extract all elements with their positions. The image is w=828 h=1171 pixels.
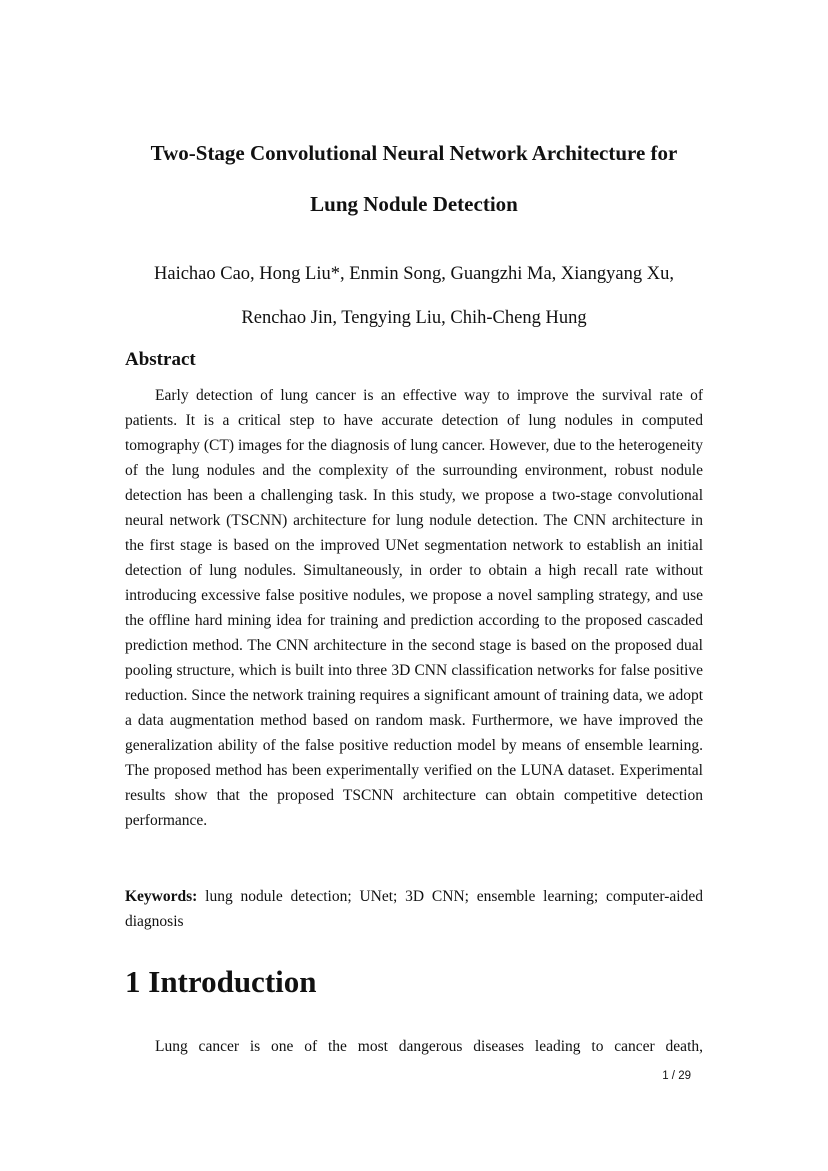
keywords-text: lung nodule detection; UNet; 3D CNN; ensemble learning; computer-aided diagnosis	[125, 888, 703, 930]
keywords-paragraph	[125, 884, 703, 934]
keywords-label: Keywords:	[125, 888, 198, 905]
section-heading-introduction: 1 Introduction	[125, 964, 317, 999]
author-list-line-1: Haichao Cao, Hong Liu*, Enmin Song, Guangzhi Ma, Xiangyang Xu,	[154, 264, 674, 284]
abstract-heading: Abstract	[125, 349, 196, 370]
introduction-paragraph: Lung cancer is one of the most dangerous diseases leading to cancer death,	[155, 1038, 703, 1055]
abstract-paragraph: Early detection of lung cancer is an effective way to improve the survival rate of patients. It is a critical step to have accurate detection of lung nodules in computed tomography (CT) images for the diagnosis of lung cancer. However, due to the heterogeneity of the lung nodules and the complexity of the surrounding environment, robust nodule detection has been a challenging task. In this study, we propose a two-stage convolutional neural network (TSCNN) architecture for lung nodule detection. The CNN architecture in the first stage is based on the improved UNet segmentation network to establish an initial detection of lung nodules. Simultaneously, in order to obtain a high recall rate without introducing excessive false positive nodules, we propose a novel sampling strategy, and use the offline hard mining idea for training and prediction according to the proposed cascaded prediction method. The CNN architecture in the second stage is based on the proposed dual pooling structure, which is built into three 3D CNN classification networks for false positive reduction. Since the network training requires a significant amount of training data, we adopt a data augmentation method based on random mask. Furthermore, we have improved the generalization ability of the false positive reduction model by means of ensemble learning. The proposed method has been experimentally verified on the LUNA dataset. Experimental results show that the proposed TSCNN architecture can obtain competitive detection performance.	[125, 387, 703, 829]
page-number: 1 / 29	[662, 1070, 691, 1082]
paper-title-line-2: Lung Nodule Detection	[310, 192, 518, 216]
author-list-line-2: Renchao Jin, Tengying Liu, Chih-Cheng Hung	[241, 308, 587, 328]
paper-title-line-1: Two-Stage Convolutional Neural Network Architecture for	[150, 141, 678, 165]
